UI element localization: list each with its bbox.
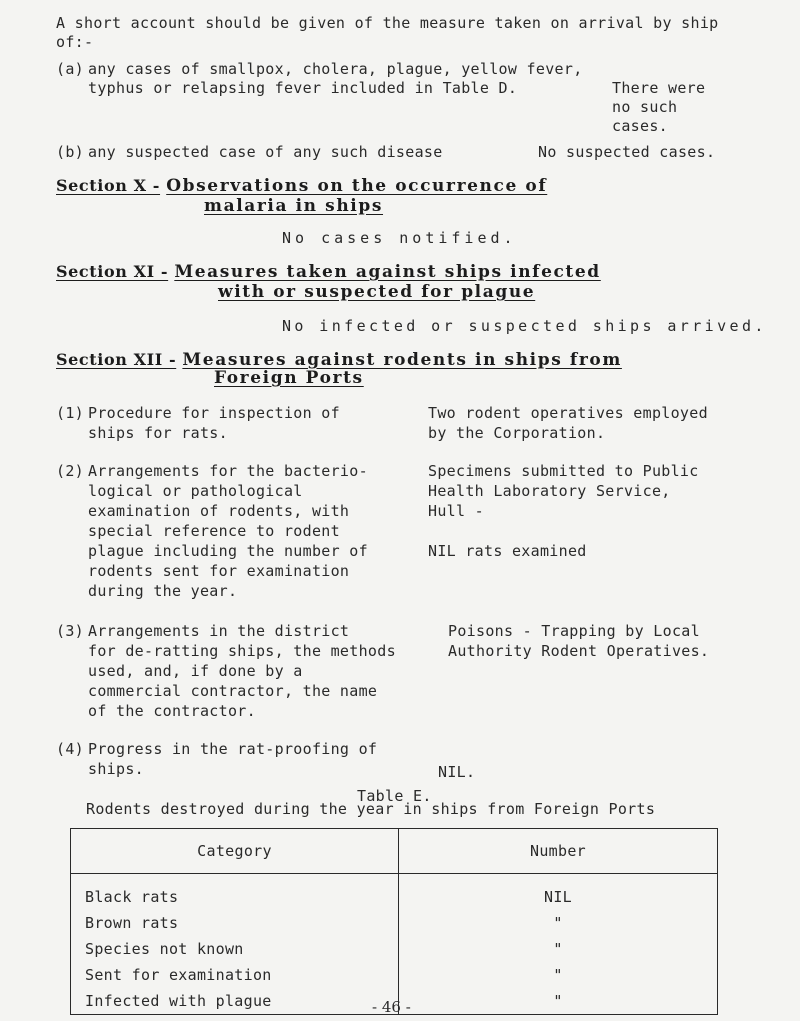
item-a-label: (a) bbox=[56, 60, 84, 78]
section-x-body: No cases notified. bbox=[282, 229, 517, 247]
intro-line-1: A short account should be given of the measure taken on arrival by ship bbox=[56, 14, 719, 32]
xii-item-2-q5: plague including the number of bbox=[88, 542, 368, 560]
section-x-title-2-wrap bbox=[204, 196, 383, 216]
table-row bbox=[71, 874, 718, 911]
row-number: " bbox=[399, 936, 718, 962]
rodents-table bbox=[70, 828, 718, 1015]
xii-item-1-q2: ships for rats. bbox=[88, 424, 228, 442]
row-category: Infected with plague bbox=[71, 988, 399, 1015]
section-xi-body: No infected or suspected ships arrived. bbox=[282, 317, 767, 335]
row-number: NIL bbox=[399, 874, 718, 911]
item-a-answer-3: cases. bbox=[612, 117, 668, 135]
row-category: Brown rats bbox=[71, 910, 399, 936]
xii-item-3-q4: commercial contractor, the name bbox=[88, 682, 378, 700]
section-xii-heading bbox=[56, 350, 622, 370]
section-xii-title-1: Measures against rodents in ships from bbox=[182, 350, 622, 370]
row-category: Species not known bbox=[71, 936, 399, 962]
section-xii-title-2: Foreign Ports bbox=[214, 368, 364, 388]
table-header-row bbox=[71, 829, 718, 874]
xii-item-2-label: (2) bbox=[56, 462, 84, 480]
xii-item-3-q2: for de-ratting ships, the methods bbox=[88, 642, 396, 660]
section-xi-title-2: with or suspected for plague bbox=[218, 282, 536, 302]
xii-item-1-a1: Two rodent operatives employed bbox=[428, 404, 708, 422]
section-x-label: Section X - bbox=[56, 176, 161, 195]
item-a-line-2: typhus or relapsing fever included in Table D. bbox=[88, 79, 518, 97]
xii-item-2-q3: examination of rodents, with bbox=[88, 502, 350, 520]
xii-item-2-a1: Specimens submitted to Public bbox=[428, 462, 699, 480]
row-category: Sent for examination bbox=[71, 962, 399, 988]
xii-item-2-a2: Health Laboratory Service, bbox=[428, 482, 671, 500]
xii-item-1-label: (1) bbox=[56, 404, 84, 422]
xii-item-4-a1: NIL. bbox=[438, 763, 476, 781]
item-b-answer: No suspected cases. bbox=[538, 143, 716, 161]
section-xi-title-1: Measures taken against ships infected bbox=[174, 262, 601, 282]
row-number: " bbox=[399, 910, 718, 936]
xii-item-4-q2: ships. bbox=[88, 760, 144, 778]
table-row bbox=[71, 936, 718, 962]
xii-item-3-label: (3) bbox=[56, 622, 84, 640]
xii-item-3-a1: Poisons - Trapping by Local bbox=[448, 622, 700, 640]
section-xi-heading bbox=[56, 262, 601, 282]
section-xi-title-2-wrap bbox=[218, 282, 535, 302]
xii-item-3-q3: used, and, if done by a bbox=[88, 662, 303, 680]
item-b-text: any suspected case of any such disease bbox=[88, 143, 443, 161]
row-number: " bbox=[399, 988, 718, 1015]
section-xii-label: Section XII - bbox=[56, 350, 177, 369]
header-category: Category bbox=[71, 829, 399, 874]
item-b-label: (b) bbox=[56, 143, 84, 161]
header-number: Number bbox=[399, 829, 718, 874]
xii-item-4-q1: Progress in the rat-proofing of bbox=[88, 740, 378, 758]
section-xii-title-2-wrap bbox=[214, 368, 364, 388]
page-number: - 46 - bbox=[372, 998, 411, 1016]
table-row bbox=[71, 962, 718, 988]
xii-item-2-q4: special reference to rodent bbox=[88, 522, 340, 540]
xii-item-2-a3: Hull - bbox=[428, 502, 484, 520]
section-x-title-1: Observations on the occurrence of bbox=[166, 176, 548, 196]
xii-item-4-label: (4) bbox=[56, 740, 84, 758]
xii-item-3-a2: Authority Rodent Operatives. bbox=[448, 642, 710, 660]
xii-item-2-q6: rodents sent for examination bbox=[88, 562, 350, 580]
intro-line-2: of:- bbox=[56, 33, 94, 51]
section-x-title-2: malaria in ships bbox=[204, 196, 384, 216]
xii-item-1-q1: Procedure for inspection of bbox=[88, 404, 340, 422]
item-a-line-1: any cases of smallpox, cholera, plague, yellow fever, bbox=[88, 60, 583, 78]
row-number: " bbox=[399, 962, 718, 988]
table-e-label: Table E. bbox=[357, 787, 432, 805]
section-xi-label: Section XI - bbox=[56, 262, 169, 281]
item-a-answer-1: There were bbox=[612, 79, 706, 97]
section-x-heading bbox=[56, 176, 547, 196]
xii-item-3-q5: of the contractor. bbox=[88, 702, 256, 720]
xii-item-2-q7: during the year. bbox=[88, 582, 238, 600]
xii-item-2-q2: logical or pathological bbox=[88, 482, 303, 500]
table-row bbox=[71, 910, 718, 936]
xii-item-2-q1: Arrangements for the bacterio- bbox=[88, 462, 368, 480]
item-a-answer-2: no such bbox=[612, 98, 678, 116]
table-e-caption: Rodents destroyed during the year in ships from Foreign Ports bbox=[86, 800, 656, 818]
xii-item-1-a2: by the Corporation. bbox=[428, 424, 606, 442]
row-category: Black rats bbox=[71, 874, 399, 911]
xii-item-3-q1: Arrangements in the district bbox=[88, 622, 350, 640]
xii-item-2-a5: NIL rats examined bbox=[428, 542, 587, 560]
